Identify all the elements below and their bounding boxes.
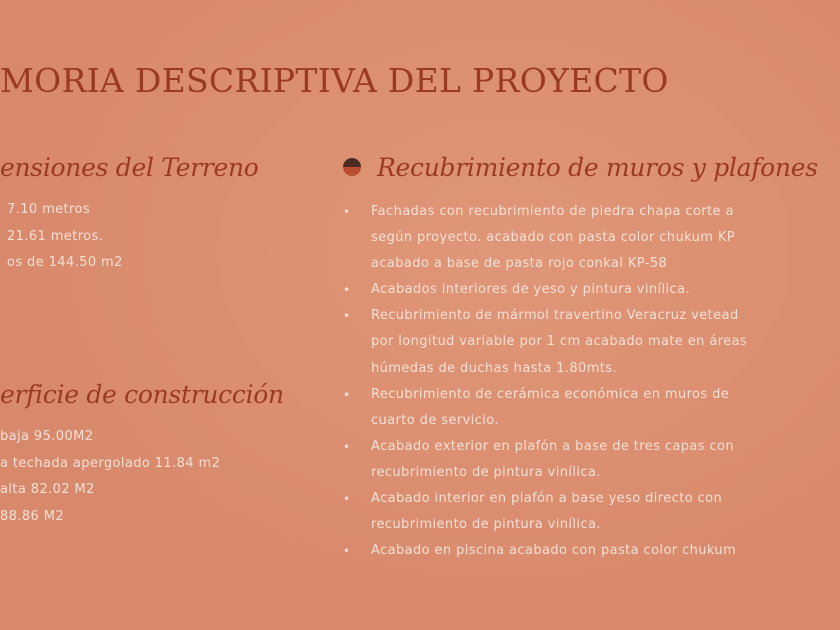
list-item: 7.10 metros <box>7 202 91 217</box>
bullet-icon: • <box>343 492 351 507</box>
bullet-icon: • <box>343 205 351 219</box>
list-item-line: acabado a base de pasta rojo conkal KP-58 <box>371 256 668 272</box>
list-item: alta 82.02 M2 <box>0 482 95 497</box>
bullet-icon: • <box>343 283 351 298</box>
bullet-icon: • <box>343 544 351 559</box>
list-item-line: cuarto de servicio. <box>371 412 499 428</box>
list-item-line: Fachadas con recubrimiento de piedra chapa corte a <box>371 204 734 219</box>
terrain-dimensions-list <box>7 197 123 277</box>
list-item <box>340 486 747 538</box>
list-item <box>340 303 747 381</box>
list-item-line: Acabado interior en plafón a base yeso directo con <box>371 491 723 507</box>
list-item-line: recubrimiento de pintura vinílica. <box>371 517 601 533</box>
wall-ceiling-finishes-list <box>340 199 747 564</box>
list-item-line: recubrimiento de pintura vinílica. <box>371 464 601 480</box>
section-heading-wall-ceiling-finishes: Recubrimiento de muros y plafones <box>377 153 818 182</box>
list-item-line: Recubrimiento de cerámica económica en muros de <box>371 386 730 402</box>
list-item-line: Acabados interiores de yeso y pintura vinílica. <box>371 282 690 298</box>
list-item-line: Acabado exterior en plafón a base de tres capas con <box>371 438 735 454</box>
page-title: MORIA DESCRIPTIVA DEL PROYECTO <box>0 61 669 100</box>
bullet-icon: • <box>343 439 351 454</box>
list-item: os de 144.50 m2 <box>7 255 123 270</box>
list-item <box>340 277 747 303</box>
list-item <box>340 538 747 564</box>
list-item <box>340 382 747 434</box>
list-item-line: según proyecto. acabado con pasta color chukum KP <box>371 230 736 246</box>
section-heading-construction-area: erficie de construcción <box>0 380 284 409</box>
construction-area-list <box>0 424 220 530</box>
list-item <box>340 199 747 277</box>
list-item-line: Recubrimiento de mármol travertino Veracruz vetead <box>371 308 739 324</box>
list-item: 88.86 M2 <box>0 508 65 524</box>
bullet-icon: • <box>343 309 351 324</box>
list-item <box>340 434 747 486</box>
half-filled-disc-icon <box>343 158 361 176</box>
list-item: baja 95.00M2 <box>0 429 94 444</box>
list-item: a techada apergolado 11.84 m2 <box>0 455 221 471</box>
section-heading-terrain-dimensions: ensiones del Terreno <box>0 153 259 182</box>
bullet-icon: • <box>343 387 351 402</box>
list-item: 21.61 metros. <box>7 228 104 244</box>
list-item-line: por longitud variable por 1 cm acabado mate en áreas <box>371 334 748 350</box>
list-item-line: húmedas de duchas hasta 1.80mts. <box>371 360 617 376</box>
list-item-line: Acabado en piscina acabado con pasta color chukum <box>371 543 737 559</box>
